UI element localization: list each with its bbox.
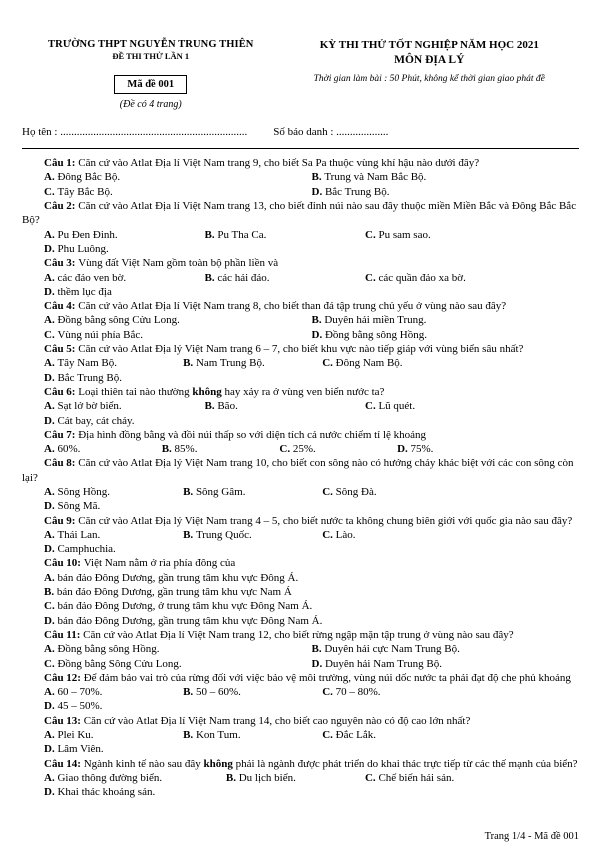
option-text: Du lịch biển. bbox=[238, 771, 296, 784]
answer-option[interactable] bbox=[183, 356, 322, 370]
question-number: Câu 2: bbox=[44, 200, 79, 213]
answer-options bbox=[22, 170, 579, 199]
option-text: Đồng bằng sông Hồng. bbox=[57, 643, 160, 656]
option-text: Sông Đà. bbox=[335, 486, 377, 498]
option-text: Tây Nam Bộ. bbox=[57, 357, 118, 370]
answer-option[interactable] bbox=[183, 728, 322, 742]
question-block bbox=[22, 757, 579, 800]
option-letter: A. bbox=[44, 400, 58, 413]
question-number: Câu 3: bbox=[44, 257, 79, 270]
option-text: Duyên hải miền Trung. bbox=[324, 314, 427, 327]
answer-options bbox=[22, 642, 579, 671]
answer-options bbox=[22, 399, 579, 428]
option-letter: A. bbox=[44, 486, 58, 498]
answer-option[interactable] bbox=[44, 313, 312, 327]
answer-options bbox=[22, 271, 579, 300]
answer-options bbox=[22, 685, 579, 714]
answer-option[interactable] bbox=[44, 685, 183, 699]
question-stem: Câu 13: Căn cứ vào Atlat Địa lí Việt Nam trang 14, cho biết cao nguyên nào có độ cao lớn nhất? bbox=[44, 714, 471, 727]
page-count-note: (Đề có 4 trang) bbox=[119, 99, 182, 111]
answer-options bbox=[22, 528, 579, 557]
option-letter: C. bbox=[44, 600, 58, 613]
school-name: TRƯỜNG THPT NGUYỄN TRUNG THIÊN bbox=[48, 39, 254, 50]
option-text: Lâm Viên. bbox=[57, 743, 104, 756]
question-stem: Câu 8: Căn cứ vào Atlat Địa lý Việt Nam trang 10, cho biết con sông nào có hướng chảy khác biệt với các con sông còn lại? bbox=[22, 457, 574, 484]
answer-option[interactable] bbox=[312, 185, 494, 199]
option-letter: C. bbox=[365, 228, 379, 241]
question-stem: Câu 7: Địa hình đồng bằng và đồi núi thấp so với diện tích cả nước chiếm tỉ lệ khoảng bbox=[44, 428, 427, 441]
option-text: Đồng bằng Sông Cửu Long. bbox=[57, 657, 182, 670]
option-letter: D. bbox=[44, 543, 58, 556]
option-text: Sông Hồng. bbox=[57, 486, 111, 498]
option-text: Duyên hải cực Nam Trung Bộ. bbox=[324, 643, 460, 656]
option-letter: B. bbox=[311, 314, 325, 327]
option-text: Bão. bbox=[217, 400, 238, 413]
question-block bbox=[22, 456, 579, 513]
option-text: Trung và Nam Bắc Bộ. bbox=[324, 171, 427, 184]
answer-option[interactable] bbox=[44, 399, 205, 413]
option-letter: D. bbox=[44, 700, 58, 713]
option-letter: B. bbox=[225, 771, 239, 784]
question-block bbox=[22, 671, 579, 714]
answer-option[interactable] bbox=[44, 242, 178, 256]
question-stem: Câu 2: Căn cứ vào Atlat Địa lí Việt Nam trang 13, cho biết đỉnh núi nào sau đây thuộc miền Miền Bắc và Đông Bắc Bắc Bộ? bbox=[22, 200, 577, 227]
answer-options bbox=[22, 228, 579, 257]
answer-option[interactable] bbox=[44, 285, 178, 299]
answer-option[interactable] bbox=[365, 399, 526, 413]
answer-option[interactable] bbox=[44, 542, 178, 556]
option-text: 70 – 80%. bbox=[335, 686, 381, 699]
answer-option[interactable] bbox=[44, 599, 579, 613]
option-letter: B. bbox=[311, 643, 325, 656]
option-text: bán đảo Đông Dương, ở trung tâm khu vực Đông Nam Á. bbox=[57, 600, 313, 613]
answer-option[interactable] bbox=[205, 271, 366, 285]
option-text: Duyên hải Nam Trung Bộ. bbox=[324, 657, 442, 670]
option-text: Plei Ku. bbox=[57, 729, 94, 742]
answer-options bbox=[22, 313, 579, 342]
answer-options bbox=[22, 771, 579, 800]
exam-title: KỲ THI THỬ TỐT NGHIỆP NĂM HỌC 2021 bbox=[319, 39, 539, 51]
option-text: 60 – 70%. bbox=[57, 686, 103, 699]
question-number: Câu 5: bbox=[44, 343, 79, 356]
answer-option[interactable] bbox=[44, 585, 579, 599]
option-text: bán đảo Đông Dương, gần trung tâm khu vực Đông Nam Á. bbox=[57, 614, 323, 627]
exam-duration-note: Thời gian làm bài : 50 Phút, không kể thời gian giao phát đề bbox=[313, 74, 545, 85]
question-number: Câu 14: bbox=[44, 757, 84, 770]
option-letter: C. bbox=[322, 686, 336, 699]
question-stem: Câu 1: Căn cứ vào Atlat Địa lí Việt Nam trang 9, cho biết Sa Pa thuộc vùng khí hậu nào dưới đây? bbox=[44, 157, 480, 170]
question-block bbox=[22, 714, 579, 757]
option-text: các đảo ven bờ. bbox=[57, 271, 127, 284]
option-text: Bắc Trung Bộ. bbox=[324, 185, 390, 198]
answer-option[interactable] bbox=[44, 271, 205, 285]
option-letter: D. bbox=[44, 614, 58, 627]
question-block bbox=[22, 385, 579, 428]
answer-option[interactable] bbox=[44, 414, 205, 428]
answer-options bbox=[22, 356, 579, 385]
answer-option[interactable] bbox=[322, 528, 450, 542]
answer-option[interactable] bbox=[365, 228, 493, 242]
option-letter: C. bbox=[322, 357, 336, 370]
question-number: Câu 8: bbox=[44, 457, 79, 470]
answer-option[interactable] bbox=[365, 271, 493, 285]
option-text: Vùng núi phía Bắc. bbox=[57, 328, 143, 341]
question-block bbox=[22, 628, 579, 671]
page-footer: Trang 1/4 - Mã đề 001 bbox=[484, 831, 579, 842]
option-letter: D. bbox=[311, 657, 325, 670]
option-text: Pu sam sao. bbox=[378, 228, 431, 241]
answer-option[interactable] bbox=[312, 642, 580, 656]
question-number: Câu 9: bbox=[44, 514, 79, 527]
answer-option[interactable] bbox=[312, 328, 580, 342]
option-letter: B. bbox=[183, 357, 196, 370]
option-text: Trung Quốc. bbox=[195, 528, 252, 541]
option-text: Đắc Lắk. bbox=[335, 729, 376, 742]
question-emphasis: không bbox=[192, 385, 222, 398]
option-text: bán đảo Đông Dương, gần trung tâm khu vực Đông Á. bbox=[57, 571, 299, 584]
option-text: Pu Đen Đinh. bbox=[57, 228, 118, 241]
question-block bbox=[22, 299, 579, 342]
answer-option[interactable] bbox=[44, 642, 312, 656]
option-letter: B. bbox=[183, 486, 196, 498]
option-letter: C. bbox=[322, 486, 336, 498]
option-text: Pu Tha Ca. bbox=[217, 228, 267, 241]
option-letter: A. bbox=[44, 528, 58, 541]
answer-option[interactable] bbox=[44, 185, 312, 199]
option-letter: B. bbox=[204, 271, 218, 284]
candidate-number-field: Số báo danh : ................... bbox=[273, 126, 389, 139]
header-left-block bbox=[22, 36, 280, 110]
option-text: Khai thác khoáng sản. bbox=[57, 786, 156, 799]
answer-option[interactable] bbox=[44, 499, 178, 513]
option-letter: D. bbox=[44, 371, 58, 384]
question-stem: Câu 9: Căn cứ vào Atlat Địa lý Việt Nam trang 4 – 5, cho biết nước ta không chung biên giới với quốc gia nào sau đây? bbox=[44, 514, 573, 527]
question-stem: Câu 5: Căn cứ vào Atlat Địa lý Việt Nam trang 6 – 7, cho biết khu vực nào tiếp giáp với vùng biển sâu nhất? bbox=[44, 343, 524, 356]
answer-option[interactable] bbox=[183, 528, 322, 542]
answer-option[interactable] bbox=[44, 371, 178, 385]
option-text: Giao thông đường biển. bbox=[57, 771, 163, 784]
question-number: Câu 11: bbox=[44, 628, 84, 641]
exam-code-box: Mã đề 001 bbox=[114, 75, 187, 94]
option-letter: D. bbox=[44, 500, 58, 513]
question-number: Câu 10: bbox=[44, 557, 84, 570]
answer-options bbox=[22, 728, 579, 757]
option-text: Thái Lan. bbox=[57, 528, 101, 541]
option-text: Cát bay, cát chảy. bbox=[57, 414, 135, 427]
answer-option[interactable] bbox=[312, 657, 580, 671]
option-text: 45 – 50%. bbox=[57, 700, 103, 713]
option-text: Chế biến hải sản. bbox=[378, 771, 455, 784]
option-letter: D. bbox=[311, 185, 325, 198]
answer-option[interactable] bbox=[44, 614, 579, 628]
question-block bbox=[22, 514, 579, 557]
option-letter: A. bbox=[44, 228, 58, 241]
option-letter: A. bbox=[44, 771, 58, 784]
exam-subject: MÔN ĐỊA LÝ bbox=[394, 53, 465, 66]
answer-option[interactable] bbox=[44, 356, 183, 370]
option-letter: A. bbox=[44, 729, 58, 742]
option-letter: C. bbox=[322, 729, 336, 742]
question-block bbox=[22, 428, 579, 457]
answer-option[interactable] bbox=[365, 771, 504, 785]
option-letter: B. bbox=[311, 171, 325, 184]
option-letter: D. bbox=[397, 443, 411, 456]
answer-option[interactable] bbox=[205, 228, 366, 242]
question-stem: Câu 14: Ngành kinh tế nào sau đây không phải là ngành được phát triển do khai thác trực tiếp từ các thế mạnh của biển? bbox=[44, 757, 578, 770]
question-block bbox=[22, 156, 579, 199]
option-text: Lũ quét. bbox=[378, 400, 416, 413]
answer-option[interactable] bbox=[397, 442, 531, 456]
question-block bbox=[22, 342, 579, 385]
answer-option[interactable] bbox=[279, 442, 397, 456]
option-text: các quần đảo xa bờ. bbox=[378, 271, 466, 284]
answer-option[interactable] bbox=[44, 170, 312, 184]
question-list bbox=[22, 156, 579, 799]
answer-option[interactable] bbox=[205, 399, 366, 413]
option-letter: C. bbox=[364, 771, 379, 784]
option-text: 60%. bbox=[57, 443, 81, 456]
question-block bbox=[22, 199, 579, 256]
option-text: Đồng bằng sông Hồng. bbox=[324, 328, 428, 341]
candidate-identity-line bbox=[22, 126, 579, 138]
document-header bbox=[22, 36, 579, 110]
answer-option[interactable] bbox=[162, 442, 280, 456]
answer-option[interactable] bbox=[44, 328, 312, 342]
option-letter: D. bbox=[44, 786, 58, 799]
answer-option[interactable] bbox=[44, 657, 312, 671]
answer-options bbox=[22, 442, 579, 456]
option-text: 75%. bbox=[410, 443, 434, 456]
option-letter: C. bbox=[279, 443, 293, 456]
option-letter: B. bbox=[183, 729, 196, 742]
option-letter: A. bbox=[44, 571, 58, 584]
option-letter: A. bbox=[44, 443, 58, 456]
answer-option[interactable] bbox=[44, 571, 579, 585]
question-number: Câu 6: bbox=[44, 385, 79, 398]
option-text: Kon Tum. bbox=[195, 729, 241, 742]
option-text: bán đảo Đông Dương, gần trung tâm khu vực Nam Á bbox=[56, 586, 292, 599]
answer-option[interactable] bbox=[183, 485, 322, 499]
option-letter: B. bbox=[204, 400, 218, 413]
option-letter: D. bbox=[44, 242, 58, 255]
answer-option[interactable] bbox=[44, 742, 178, 756]
option-text: Sạt lở bờ biển. bbox=[57, 400, 122, 413]
answer-option[interactable] bbox=[44, 485, 183, 499]
option-letter: A. bbox=[44, 686, 58, 699]
option-letter: C. bbox=[365, 400, 379, 413]
option-letter: A. bbox=[44, 314, 58, 327]
option-text: 85%. bbox=[174, 443, 198, 456]
answer-options bbox=[22, 571, 579, 628]
option-text: Phu Luông. bbox=[57, 242, 109, 255]
answer-option[interactable] bbox=[183, 685, 322, 699]
question-stem: Câu 4: Căn cứ vào Atlat Địa lí Việt Nam trang 8, cho biết than đá tập trung chủ yếu ở vùng nào sau đây? bbox=[44, 300, 507, 313]
option-letter: A. bbox=[44, 643, 58, 656]
option-letter: C. bbox=[44, 328, 58, 341]
option-text: Đông Nam Bộ. bbox=[335, 357, 403, 370]
answer-option[interactable] bbox=[312, 170, 494, 184]
option-letter: D. bbox=[44, 285, 58, 298]
option-text: Bắc Trung Bộ. bbox=[57, 371, 122, 384]
option-letter: B. bbox=[44, 586, 57, 599]
option-text: Sông Mã. bbox=[57, 500, 101, 513]
option-text: các hải đảo. bbox=[217, 271, 270, 284]
option-text: Sông Gâm. bbox=[195, 486, 246, 498]
question-number: Câu 1: bbox=[44, 157, 79, 170]
option-letter: B. bbox=[183, 528, 196, 541]
header-divider bbox=[22, 148, 579, 149]
option-letter: C. bbox=[44, 185, 58, 198]
question-block bbox=[22, 556, 579, 627]
question-stem: Câu 6: Loại thiên tai nào thường không hay xảy ra ở vùng ven biển nước ta? bbox=[44, 385, 385, 398]
option-text: Đồng bằng sông Cửu Long. bbox=[57, 314, 180, 327]
option-letter: D. bbox=[311, 328, 325, 341]
answer-option[interactable] bbox=[322, 485, 450, 499]
question-stem: Câu 12: Để đảm bảo vai trò của rừng đối với việc bảo vệ môi trường, vùng núi dốc nước ta phải đạt độ che phủ khoảng bbox=[44, 671, 571, 684]
question-number: Câu 7: bbox=[44, 428, 79, 441]
answer-option[interactable] bbox=[44, 699, 178, 713]
question-block bbox=[22, 256, 579, 299]
option-letter: A. bbox=[44, 357, 58, 370]
answer-option[interactable] bbox=[44, 771, 226, 785]
option-letter: C. bbox=[44, 657, 58, 670]
answer-options bbox=[22, 485, 579, 514]
question-stem: Câu 10: Việt Nam nằm ở rìa phía đông của bbox=[44, 557, 236, 570]
question-number: Câu 4: bbox=[44, 300, 79, 313]
option-letter: D. bbox=[44, 743, 58, 756]
option-text: 50 – 60%. bbox=[195, 686, 241, 699]
question-number: Câu 13: bbox=[44, 714, 84, 727]
option-letter: B. bbox=[183, 686, 196, 699]
answer-option[interactable] bbox=[322, 728, 450, 742]
option-text: Tây Bắc Bộ. bbox=[57, 185, 113, 198]
answer-option[interactable] bbox=[44, 785, 178, 799]
question-emphasis: không bbox=[203, 757, 233, 770]
option-letter: A. bbox=[44, 271, 58, 284]
option-letter: C. bbox=[322, 528, 336, 541]
answer-option[interactable] bbox=[44, 528, 183, 542]
option-text: thềm lục địa bbox=[57, 285, 112, 298]
question-stem: Câu 11: Căn cứ vào Atlat Địa lí Việt Nam trang 12, cho biết rừng ngập mặn tập trung ở vùng nào sau đây? bbox=[44, 628, 514, 641]
answer-option[interactable] bbox=[322, 685, 461, 699]
answer-option[interactable] bbox=[44, 228, 205, 242]
answer-option[interactable] bbox=[312, 313, 580, 327]
answer-option[interactable] bbox=[44, 728, 183, 742]
option-letter: A. bbox=[44, 171, 58, 184]
option-letter: D. bbox=[44, 414, 58, 427]
option-text: Lào. bbox=[335, 528, 356, 541]
option-text: Camphuchia. bbox=[57, 543, 116, 556]
exam-round-label: ĐỀ THI THỬ LẦN 1 bbox=[112, 51, 190, 62]
answer-option[interactable] bbox=[322, 356, 461, 370]
option-text: 25%. bbox=[292, 443, 316, 456]
option-letter: B. bbox=[161, 443, 175, 456]
answer-option[interactable] bbox=[226, 771, 365, 785]
option-text: Nam Trung Bộ. bbox=[195, 357, 265, 370]
question-number: Câu 12: bbox=[44, 671, 84, 684]
option-letter: C. bbox=[365, 271, 379, 284]
option-text: Đông Bắc Bộ. bbox=[57, 171, 121, 184]
question-stem: Câu 3: Vùng đất Việt Nam gồm toàn bộ phần liền và bbox=[44, 257, 279, 270]
candidate-name-field: Họ tên : .................................................................... bbox=[22, 126, 248, 139]
option-letter: B. bbox=[204, 228, 218, 241]
answer-option[interactable] bbox=[44, 442, 162, 456]
header-right-block bbox=[280, 36, 579, 84]
